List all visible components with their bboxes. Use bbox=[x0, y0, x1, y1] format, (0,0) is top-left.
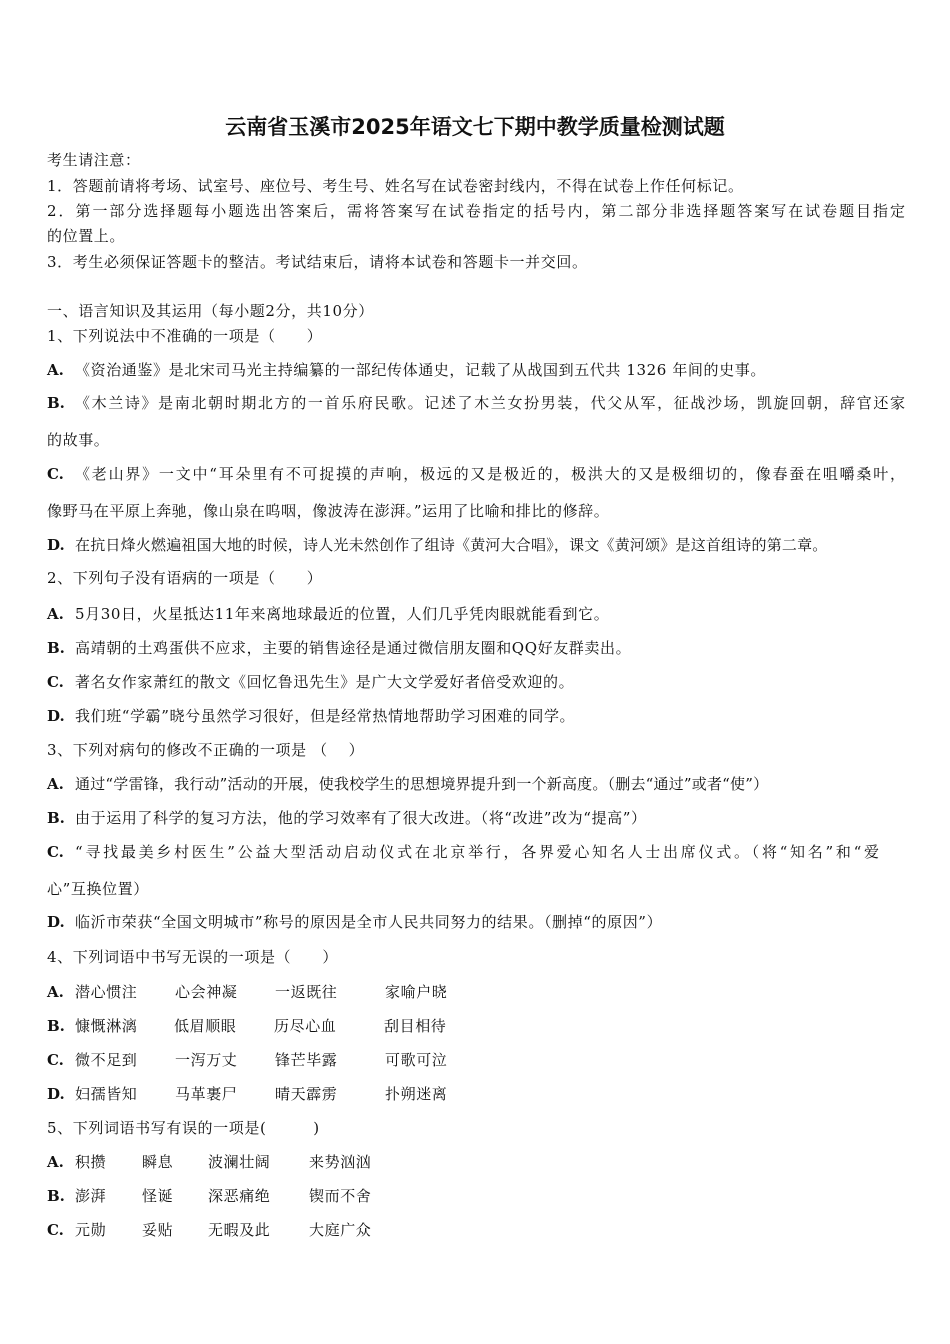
option-line bbox=[47, 842, 879, 862]
question-stem: 4、下列词语中书写无误的一项是（ ） bbox=[47, 948, 338, 966]
option-row bbox=[47, 1220, 447, 1240]
option-line bbox=[47, 604, 609, 624]
option-text: 《老山界》一文中“耳朵里有不可捉摸的声响，极远的又是极近的，极洪大的又是极细切的，像春蚕在咀嚼桑叶， bbox=[75, 465, 905, 483]
option-row bbox=[47, 1050, 547, 1070]
question-stem: 1、下列说法中不准确的一项是（ ） bbox=[47, 327, 323, 345]
option-letter: C. bbox=[47, 1051, 64, 1069]
word: 家喻户晓 bbox=[385, 983, 448, 1001]
option-text: “寻找最美乡村医生”公益大型活动启动仪式在北京举行，各界爱心知名人士出席仪式。（将“知名”和“爱 bbox=[75, 843, 879, 861]
option-line bbox=[47, 360, 766, 380]
word: 锋芒毕露 bbox=[275, 1051, 338, 1069]
option-letter: D. bbox=[47, 536, 65, 554]
word: 元勋 bbox=[75, 1221, 107, 1239]
option-line bbox=[47, 464, 905, 484]
option-row bbox=[47, 1084, 547, 1104]
word: 波澜壮阔 bbox=[208, 1153, 271, 1171]
word: 锲而不舍 bbox=[309, 1187, 372, 1205]
option-line bbox=[47, 672, 574, 692]
option-letter: C. bbox=[47, 465, 64, 483]
word: 瞬息 bbox=[142, 1153, 174, 1171]
notice-item: 2．第一部分选择题每小题选出答案后，需将答案写在试卷指定的括号内，第二部分非选择题答案写在试卷题目指定 bbox=[47, 202, 905, 220]
option-line-continued: 像野马在平原上奔驰，像山泉在呜咽，像波涛在澎湃。”运用了比喻和排比的修辞。 bbox=[47, 502, 610, 520]
option-letter: B. bbox=[47, 1187, 65, 1205]
word: 慷慨淋漓 bbox=[75, 1017, 138, 1035]
option-letter: D. bbox=[47, 913, 65, 931]
word: 低眉顺眼 bbox=[174, 1017, 237, 1035]
option-letter: B. bbox=[47, 639, 65, 657]
option-line bbox=[47, 393, 905, 413]
word: 积攒 bbox=[75, 1153, 107, 1171]
word: 潜心惯注 bbox=[75, 983, 138, 1001]
option-letter: D. bbox=[47, 707, 65, 725]
option-line bbox=[47, 912, 662, 932]
word: 心会神凝 bbox=[175, 983, 238, 1001]
option-row bbox=[47, 1016, 547, 1036]
word: 无暇及此 bbox=[208, 1221, 271, 1239]
option-text: 在抗日烽火燃遍祖国大地的时候，诗人光未然创作了组诗《黄河大合唱》，课文《黄河颂》是这首组诗的第二章。 bbox=[75, 536, 828, 554]
option-line bbox=[47, 706, 575, 726]
notice-item: 3．考生必须保证答题卡的整洁。考试结束后，请将本试卷和答题卡一并交回。 bbox=[47, 253, 588, 271]
option-letter: A. bbox=[47, 361, 64, 379]
question-stem: 3、下列对病句的修改不正确的一项是 （ ） bbox=[47, 741, 365, 759]
word: 怪诞 bbox=[142, 1187, 174, 1205]
option-text: 通过“学雷锋，我行动”活动的开展，使我校学生的思想境界提升到一个新高度。（删去“通过”或者“使”） bbox=[75, 775, 769, 793]
word: 妇孺皆知 bbox=[75, 1085, 138, 1103]
word: 微不足到 bbox=[75, 1051, 138, 1069]
word: 深恶痛绝 bbox=[208, 1187, 271, 1205]
word: 马革裹尸 bbox=[175, 1085, 238, 1103]
notice-item: 的位置上。 bbox=[47, 227, 126, 245]
question-stem: 2、下列句子没有语病的一项是（ ） bbox=[47, 569, 323, 587]
word: 晴天霹雳 bbox=[275, 1085, 338, 1103]
option-text: 著名女作家萧红的散文《回忆鲁迅先生》是广大文学爱好者倍受欢迎的。 bbox=[75, 673, 575, 691]
option-letter: B. bbox=[47, 809, 65, 827]
option-letter: C. bbox=[47, 843, 64, 861]
section-heading: 一、语言知识及其运用（每小题2分，共10分） bbox=[47, 302, 374, 320]
option-letter: A. bbox=[47, 983, 64, 1001]
word: 澎湃 bbox=[75, 1187, 107, 1205]
option-row bbox=[47, 1186, 447, 1206]
option-letter: D. bbox=[47, 1085, 65, 1103]
option-line bbox=[47, 638, 631, 658]
word: 扑朔迷离 bbox=[385, 1085, 448, 1103]
option-text: 5月30日，火星抵达11年来离地球最近的位置，人们几乎凭肉眼就能看到它。 bbox=[75, 605, 610, 623]
option-text: 《木兰诗》是南北朝时期北方的一首乐府民歌。记述了木兰女扮男装，代父从军，征战沙场，凯旋回朝，辞官还家 bbox=[75, 394, 905, 412]
option-letter: B. bbox=[47, 1017, 65, 1035]
page-title: 云南省玉溪市2025年语文七下期中教学质量检测试题 bbox=[225, 115, 725, 139]
option-line bbox=[47, 535, 828, 555]
option-text: 临沂市荣获“全国文明城市”称号的原因是全市人民共同努力的结果。（删掉“的原因”） bbox=[75, 913, 663, 931]
word: 历尽心血 bbox=[274, 1017, 337, 1035]
word: 大庭广众 bbox=[309, 1221, 372, 1239]
option-line bbox=[47, 808, 647, 828]
option-letter: A. bbox=[47, 775, 64, 793]
option-row bbox=[47, 982, 547, 1002]
option-text: 由于运用了科学的复习方法，他的学习效率有了很大改进。（将“改进”改为“提高”） bbox=[75, 809, 647, 827]
option-letter: A. bbox=[47, 1153, 64, 1171]
option-letter: B. bbox=[47, 394, 65, 412]
option-line-continued: 的故事。 bbox=[47, 431, 110, 449]
option-letter: C. bbox=[47, 673, 64, 691]
option-text: 我们班“学霸”晓兮虽然学习很好，但是经常热情地帮助学习困难的同学。 bbox=[75, 707, 576, 725]
word: 来势汹汹 bbox=[309, 1153, 372, 1171]
notice-item: 1．答题前请将考场、试室号、座位号、考生号、姓名写在试卷密封线内，不得在试卷上作任何标记。 bbox=[47, 177, 744, 195]
option-line bbox=[47, 774, 768, 794]
word: 妥贴 bbox=[142, 1221, 174, 1239]
word: 一泻万丈 bbox=[175, 1051, 238, 1069]
option-text: 《资治通鉴》是北宋司马光主持编纂的一部纪传体通史，记载了从战国到五代共 1326 年间的史事。 bbox=[75, 361, 766, 379]
question-stem: 5、下列词语书写有误的一项是( ) bbox=[47, 1119, 320, 1137]
notice-heading: 考生请注意： bbox=[47, 151, 141, 169]
word: 一返既往 bbox=[275, 983, 338, 1001]
option-letter: C. bbox=[47, 1221, 64, 1239]
word: 刮目相待 bbox=[384, 1017, 447, 1035]
option-text: 高靖朝的土鸡蛋供不应求，主要的销售途径是通过微信朋友圈和QQ好友群卖出。 bbox=[75, 639, 632, 657]
option-row bbox=[47, 1152, 447, 1172]
word: 可歌可泣 bbox=[385, 1051, 448, 1069]
option-line-continued: 心”互换位置） bbox=[47, 880, 149, 898]
option-letter: A. bbox=[47, 605, 64, 623]
